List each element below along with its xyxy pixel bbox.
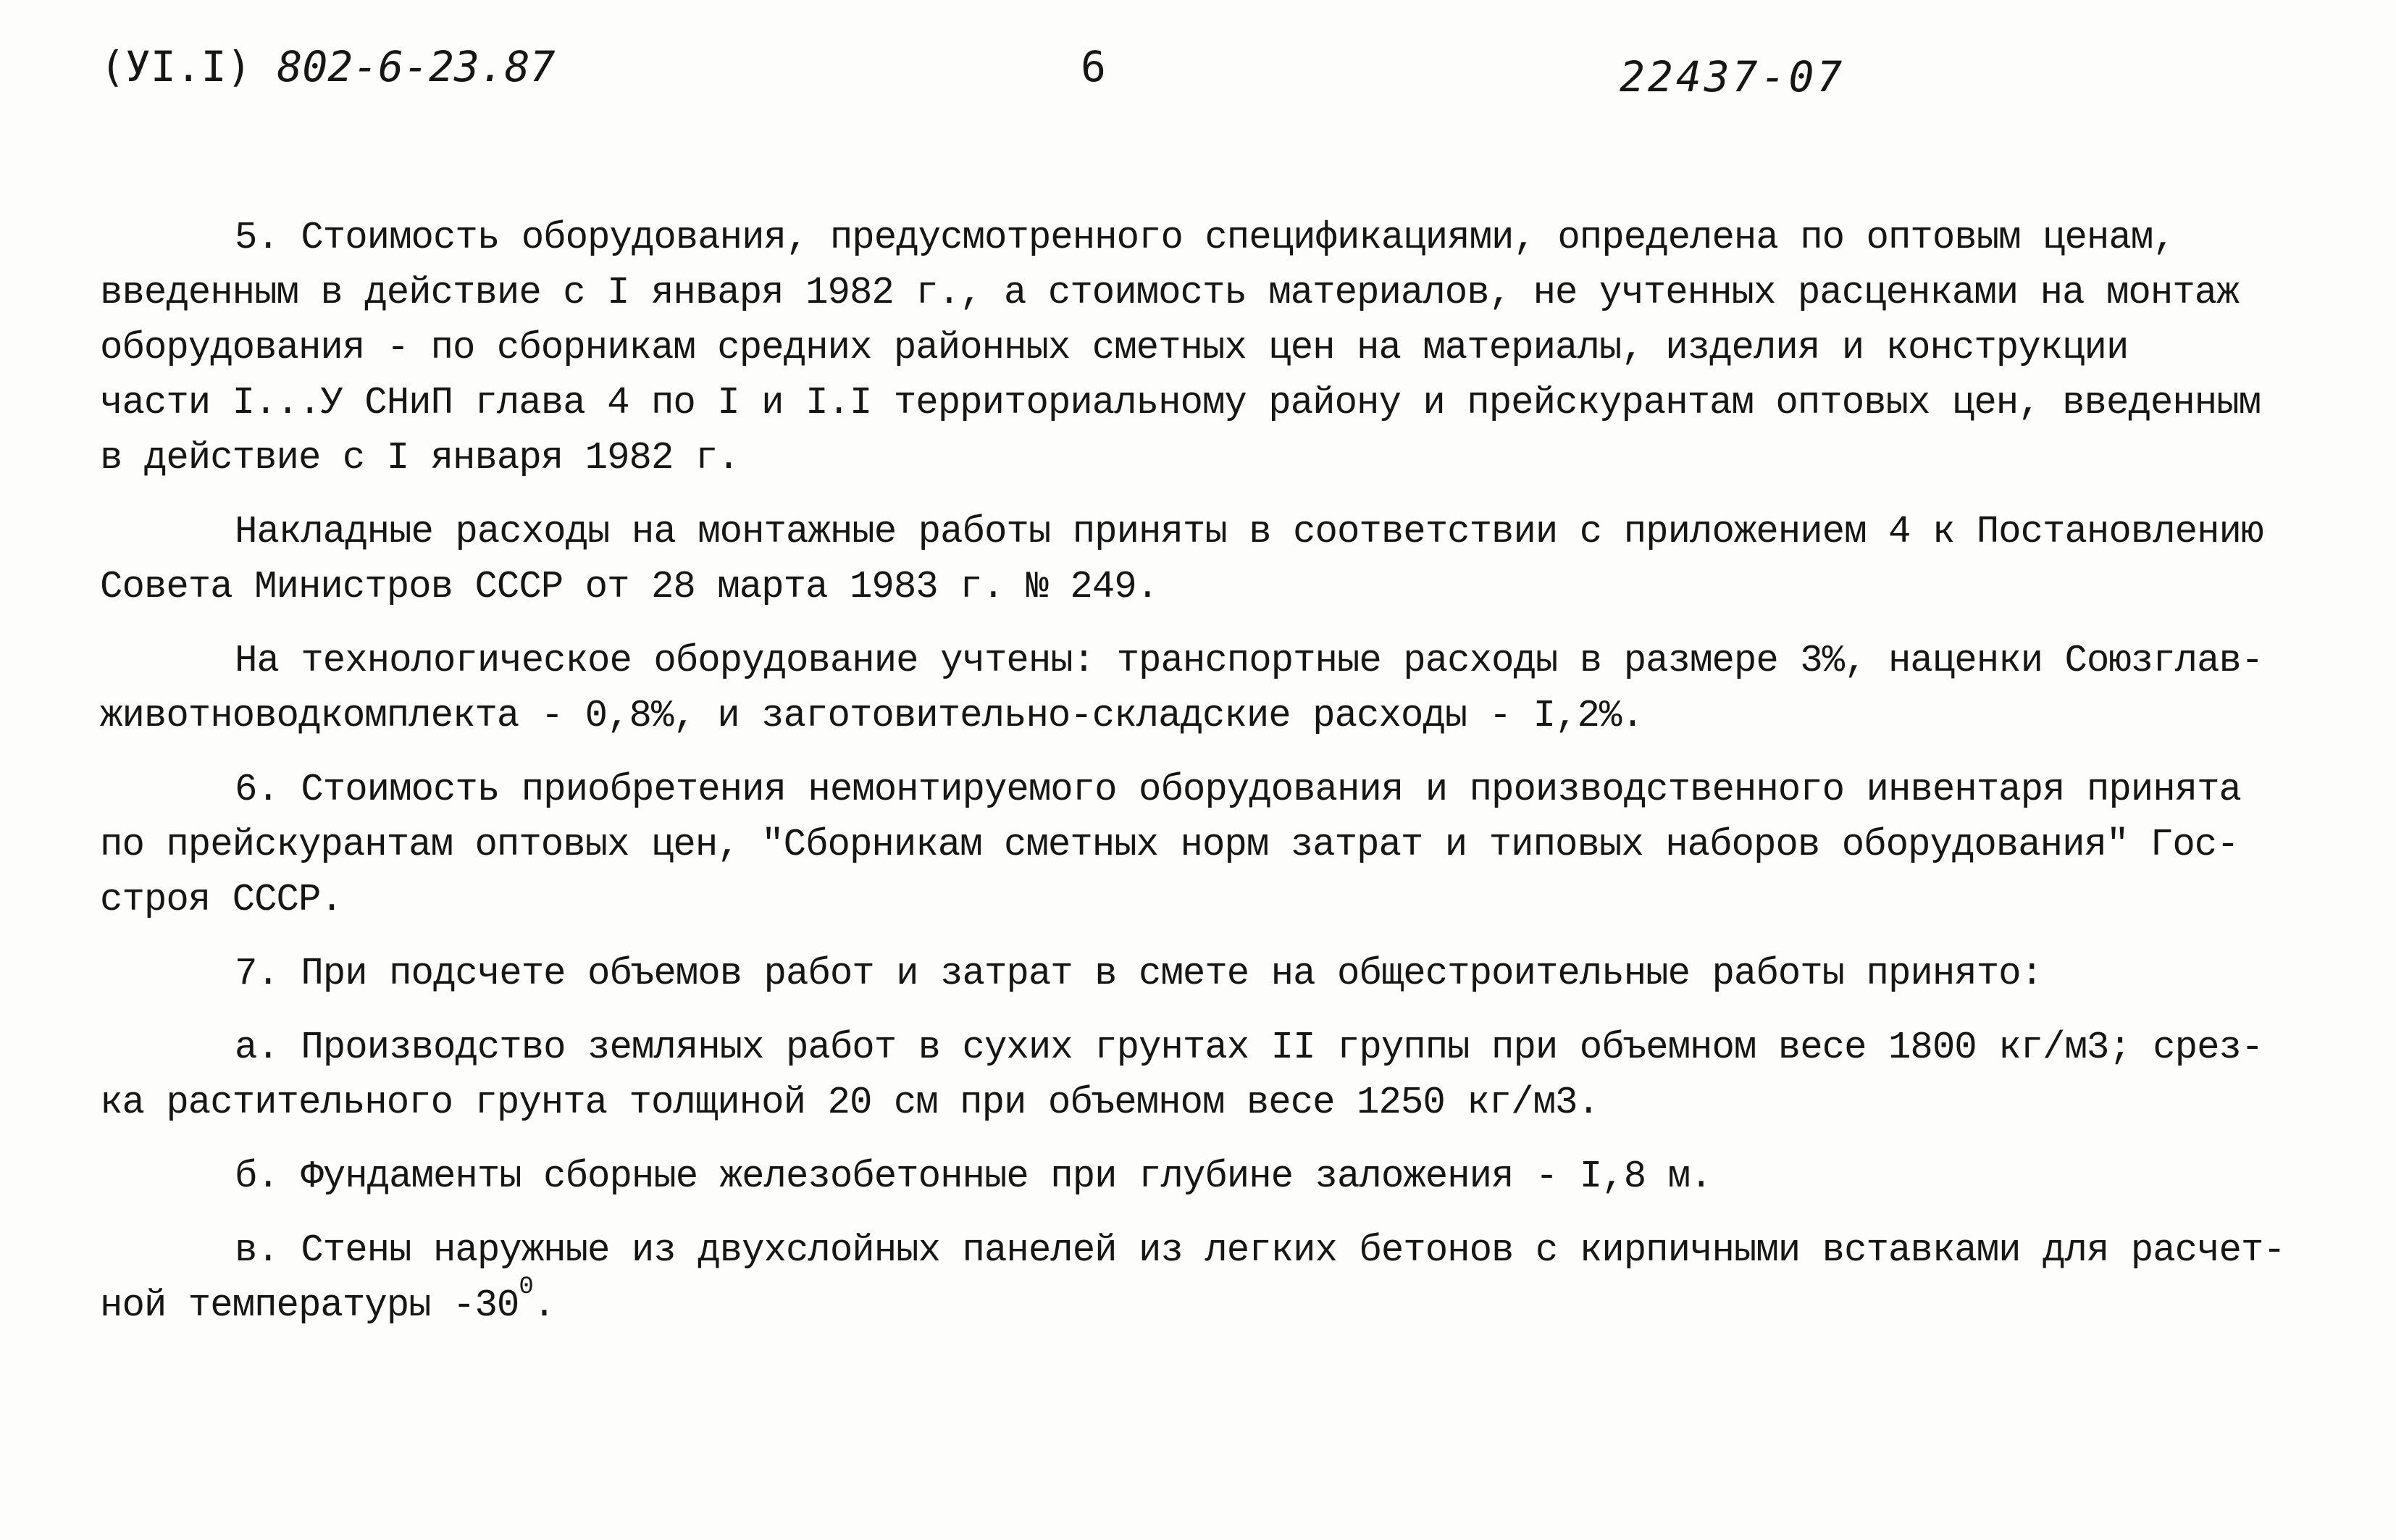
text-line: животноводкомплекта - 0,8%, и заготовительно-складские расходы - I,2%.: [100, 694, 1643, 737]
text-line: введенным в действие с I января 1982 г., а стоимость материалов, не учтенных расценками на монтаж: [100, 271, 2239, 314]
paragraph-overhead: [100, 504, 2309, 614]
text-line: строя СССР.: [100, 878, 343, 921]
paragraph-7b: [100, 1149, 2309, 1204]
paragraph-transport: [100, 633, 2309, 743]
paragraph-7c: [100, 1223, 2309, 1333]
text-line: На технологическое оборудование учтены: транспортные расходы в размере 3%, наценки Союзглав-: [235, 639, 2263, 682]
paragraph-5: [100, 210, 2309, 485]
document-code-print: (УI.I): [100, 42, 252, 91]
text-fragment: ной температуры -30: [100, 1284, 519, 1327]
text-line: 7. При подсчете объемов работ и затрат в смете на общестроительные работы принято:: [235, 952, 2043, 995]
text-line: в действие с I января 1982 г.: [100, 436, 740, 480]
text-line: ка растительного грунта толщиной 20 см при объемном весе 1250 кг/м3.: [100, 1081, 1599, 1124]
text-line: а. Производство земляных работ в сухих грунтах II группы при объемном весе 1800 кг/м3; срез-: [235, 1026, 2263, 1069]
doc-number: 22437-07: [1620, 52, 1846, 101]
text-line: 5. Стоимость оборудования, предусмотренного спецификациями, определена по оптовым ценам,: [235, 216, 2175, 259]
document-body: [100, 210, 2309, 1333]
paragraph-7a: [100, 1020, 2309, 1130]
paragraph-6: [100, 762, 2309, 927]
text-line: 6. Стоимость приобретения немонтируемого оборудования и производственного инвентаря принята: [235, 768, 2241, 811]
text-line: Совета Министров СССР от 28 марта 1983 г. № 249.: [100, 565, 1159, 608]
document-code: [100, 42, 556, 91]
page-number: 6: [1081, 42, 1106, 91]
text-line: по прейскурантам оптовых цен, "Сборникам сметных норм затрат и типовых наборов оборудования" Гос-: [100, 823, 2239, 866]
text-line: Накладные расходы на монтажные работы приняты в соответствии с приложением 4 к Постановлению: [235, 510, 2263, 553]
text-line: оборудования - по сборникам средних районных сметных цен на материалы, изделия и конструкции: [100, 326, 2129, 369]
degree-superscript: 0: [519, 1273, 533, 1301]
text-fragment: .: [532, 1284, 556, 1327]
text-line: б. Фундаменты сборные железобетонные при глубине заложения - I,8 м.: [235, 1155, 1712, 1198]
text-line: в. Стены наружные из двухслойных панелей из легких бетонов с кирпичными вставками для расчет-: [235, 1229, 2285, 1272]
document-code-handwritten: 802-6-23.87: [277, 42, 556, 91]
text-line-last: [100, 1273, 2309, 1333]
paragraph-7: [100, 946, 2309, 1001]
text-line: части I...У СНиП глава 4 по I и I.I территориальному району и прейскурантам оптовых цен, введенным: [100, 381, 2261, 424]
